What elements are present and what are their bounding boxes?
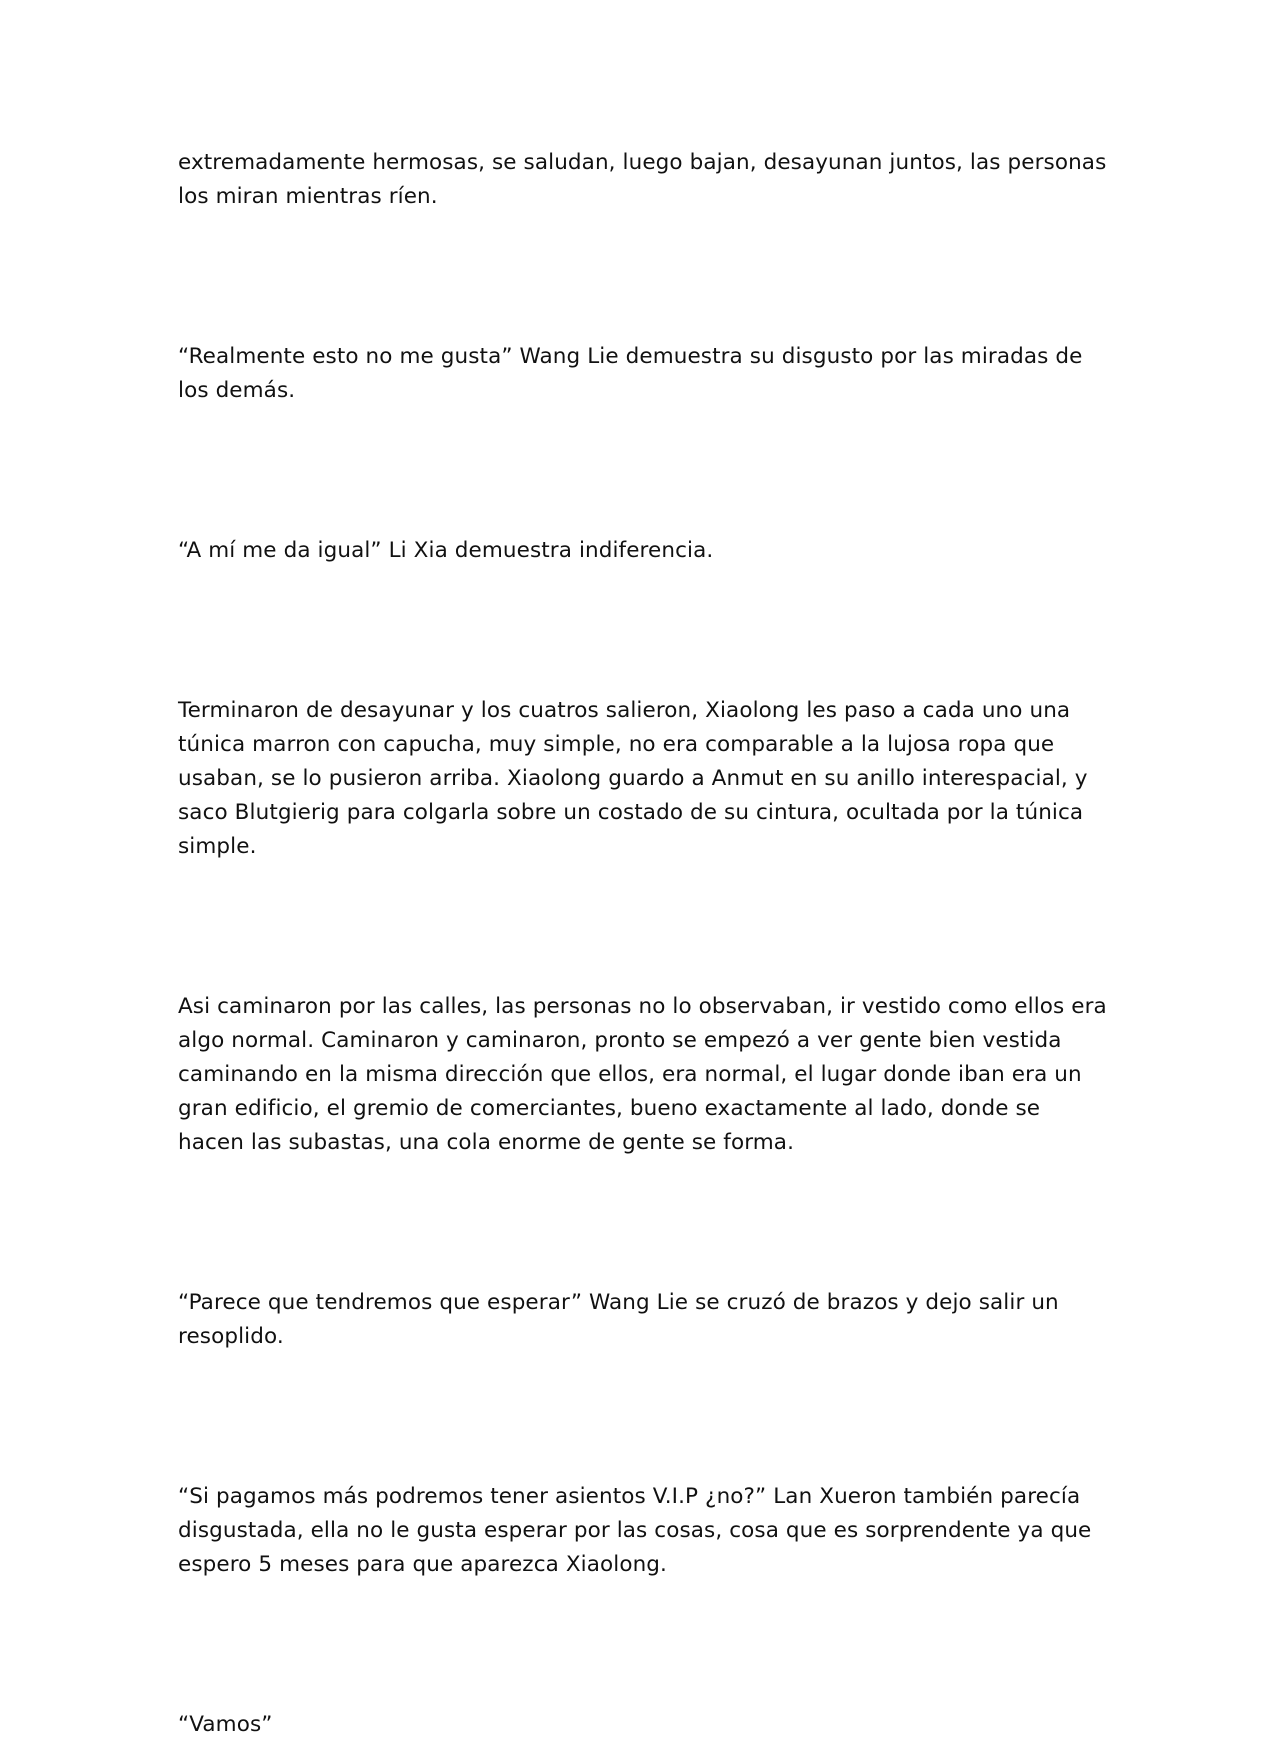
paragraph-7: “Si pagamos más podremos tener asientos V.I.P ¿no?” Lan Xueron también parecía disgustada, ella no le gusta esperar por las cosas, cosa que es sorprendente ya que espero 5 meses para que aparezca Xiaolong. (178, 1484, 1092, 1577)
paragraph-2: “Realmente esto no me gusta” Wang Lie demuestra su disgusto por las miradas de los demás. (178, 344, 1083, 403)
document-body (178, 146, 1108, 1742)
paragraph-4: Terminaron de desayunar y los cuatros salieron, Xiaolong les paso a cada uno una túnica marron con capucha, muy simple, no era comparable a la lujosa ropa que usaban, se lo pusieron arriba. Xiaolong guardo a Anmut en su anillo interespacial, y saco Blutgierig para colgarla sobre un costado de su cintura, ocultada por la túnica simple. (178, 698, 1088, 859)
paragraph-1: extremadamente hermosas, se saludan, luego bajan, desayunan juntos, las personas los miran mientras ríen. (178, 150, 1107, 209)
paragraph-8: “Vamos” (178, 1712, 273, 1737)
paragraph-5: Asi caminaron por las calles, las personas no lo observaban, ir vestido como ellos era algo normal. Caminaron y caminaron, pronto se empezó a ver gente bien vestida caminando en la misma dirección que ellos, era normal, el lugar donde iban era un gran edificio, el gremio de comerciantes, bueno exactamente al lado, donde se hacen las subastas, una cola enorme de gente se forma. (178, 994, 1107, 1155)
paragraph-6: “Parece que tendremos que esperar” Wang Lie se cruzó de brazos y dejo salir un resoplido. (178, 1290, 1059, 1349)
paragraph-3: “A mí me da igual” Li Xia demuestra indiferencia. (178, 538, 714, 563)
